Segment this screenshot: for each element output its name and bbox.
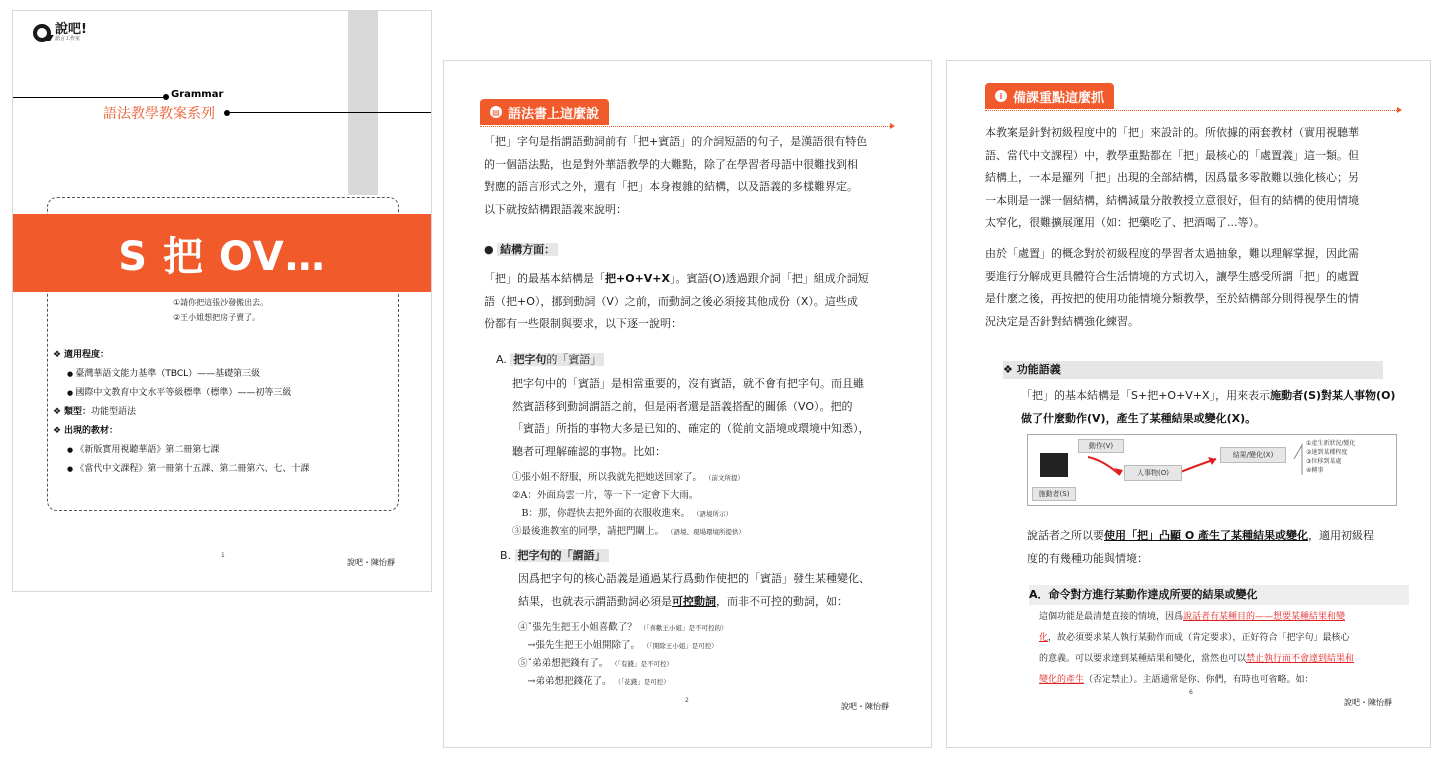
arrow-action: [1088, 457, 1120, 475]
example-line: B：那，你趕快去把外面的衣服收進來。 （語境所示）: [512, 508, 733, 519]
text-line: 的一個語法點，也是對外華語教學的大難點，除了在學習者母語中很難找到相: [484, 157, 858, 171]
decorative-line: [13, 97, 163, 98]
subsection-label: B.: [500, 549, 512, 562]
agent-box: 施動者(S): [1032, 487, 1076, 501]
arrow-right-icon: [1397, 107, 1402, 113]
example-line: ⑤ˇ弟弟想把錢有了。 （「有錢」是不可控）: [518, 658, 674, 669]
text-line: 由於「處置」的概念對於初級程度的學習者太過抽象，難以理解掌握，因此需: [985, 247, 1359, 260]
text-line: 語（把+O），挪到動詞（V）之前，而動詞之後必須接其他成份（X）。這些成: [484, 294, 858, 308]
lesson-info: [53, 346, 309, 479]
heading-rest: 的「謂語」: [550, 549, 606, 562]
info-icon: i: [995, 90, 1007, 102]
textbook-item: ● 《當代中文課程》第一冊第十五課、第二冊第六、七、十課: [53, 460, 309, 479]
type-value: 功能型語法: [90, 407, 136, 417]
logo-sub-text: 語言工作室: [55, 36, 81, 42]
text-line: 因爲把字句的核心語義是通過某行爲動作使把的「賓語」發生某種變化、: [518, 572, 870, 585]
red-text: 做了什麼動作(V)，產生了某種結果或變化(X)。: [1021, 411, 1257, 425]
intro-paragraph: [484, 131, 904, 221]
intro-paragraph-1: [985, 122, 1415, 235]
text-line: 聽者可理解確認的事物。比如：: [512, 444, 666, 458]
text-line: 太窄化，很難擴展運用（如：把藥吃了、把酒喝了...等）。: [985, 216, 1265, 229]
example-line: →弟弟想把錢花了。 （「花錢」是可控）: [518, 676, 670, 687]
section-header: [480, 99, 609, 125]
type-label: 類型：: [63, 407, 91, 417]
text-line: 份都有一些限制與要求，以下逐一說明：: [484, 317, 682, 330]
text-line: 把字句中的「賓語」是相當重要的，沒有賓語，就不會有把字句。而且雖: [512, 377, 864, 390]
structure-heading: ● 結構方面：: [484, 239, 558, 262]
object-box: 人事物(O): [1124, 465, 1182, 481]
speaker-paragraph: 說話者之所以要使用「把」凸顯 O 產生了某種結果或變化，適用初級程 度的有幾種功能與情境：: [1027, 525, 1417, 570]
page-number: 1: [221, 552, 225, 559]
example-line: ②王小姐想把房子賣了。: [173, 313, 261, 322]
subsection-a-heading: [1029, 585, 1409, 605]
structure-heading-text: 結構方面：: [497, 243, 558, 256]
arm-icon: [1040, 453, 1068, 477]
series-title: 語法教學教案系列: [103, 106, 215, 122]
decorative-gray-bar: [348, 11, 378, 195]
book-icon: ▤: [490, 106, 502, 118]
textbook-item: ● 《新版實用視聽華語》第二冊第七課: [53, 441, 309, 460]
page-author: 說吧・陳怡靜: [347, 558, 395, 567]
subsection-a-paragraph: [512, 373, 912, 463]
decorative-dot: [163, 94, 169, 100]
result-box: 結果/變化(X): [1220, 447, 1286, 463]
list-item: ④轉事: [1306, 467, 1324, 474]
page-author: 說吧・陳怡靜: [1344, 698, 1392, 707]
section-underline: [985, 110, 1399, 111]
subsection-a-paragraph: 這個功能是最清楚直接的情境，因爲說話者有某種目的——想要某種結果和變 化，故必須要求某人執行某動作而成（肯定要求），正好符合「把字句」最核心 的意義。可以要求達到某種結果和變化，當然也可以禁止執行而不會達到結果和 變化的產生（否定禁止）。主語通常是你、你們，有時也可省略。如：: [1039, 612, 1355, 685]
intro-paragraph-2: [985, 243, 1415, 333]
list-item: ③位移到某處: [1306, 458, 1342, 465]
heading-bold: 把字句: [513, 353, 547, 366]
example-line: ②A：外面烏雲一片，等一下一定會下大雨。: [512, 490, 699, 501]
section-header: [985, 83, 1114, 109]
text-line: 語、當代中文課程）中，教學重點都在「把」最核心的「處置義」這一類。但: [985, 148, 1359, 162]
list-item: ②達到某種程度: [1306, 449, 1348, 456]
decorative-dot: [224, 110, 230, 116]
document-page-cover: [12, 10, 432, 592]
example-line: →張先生把王小姐開除了。 （「開除王小姐」是可控）: [518, 640, 718, 651]
level-item: ● 國際中文教育中文水平等級標準（標準）——初等三級: [53, 384, 309, 403]
grammar-pattern-title: S 把 OV…: [118, 233, 326, 280]
text-line: 況決定是否針對結構強化練習。: [985, 314, 1139, 328]
heading-bold: 把字句: [517, 549, 551, 562]
section-underline: [480, 126, 892, 127]
text-line: 對應的語言形式之外，還有「把」本身複雜的結構，以及語義的多樣難界定。: [484, 180, 858, 193]
structure-diagram: [1027, 434, 1397, 506]
red-underlined-text: 化: [1039, 633, 1049, 643]
level-item: ● 臺灣華語文能力基準（TBCL）——基礎第三級: [53, 365, 309, 384]
example-line: ④ˇ張先生把王小姐喜歡了？ （「喜歡王小姐」是不可控的）: [518, 622, 728, 633]
red-underlined-text: 說話者有某種目的——想要某種結果和變: [1183, 612, 1346, 622]
section-title: 語法書上這麼說: [508, 106, 600, 122]
text-line: 是什麼之後，再按把的使用功能情境分類教學，至於結構部分則得視學生的情: [985, 292, 1359, 305]
example-line: ①張小姐不舒服，所以我就先把她送回家了。 （前文所提）: [512, 472, 745, 483]
page-number: 2: [685, 697, 689, 704]
function-paragraph: [1021, 385, 1421, 430]
formula: 把+O+V+X: [605, 272, 670, 285]
structure-paragraph: [484, 268, 904, 336]
text-line: 一本則是一課一個結構，結構減量分散教授立意很好，但有的結構的使用情境: [985, 193, 1359, 207]
text-span: 」。賓語(O)透過跟介詞「把」組成介詞短: [670, 272, 869, 285]
logo: [33, 23, 87, 42]
grammar-label: Grammar: [171, 89, 224, 100]
page-number: 6: [1189, 689, 1193, 696]
function-heading-text: 功能語義: [1016, 363, 1061, 376]
list-item: ①產生新狀況/變化: [1306, 440, 1356, 447]
text-span: 「把」的最基本結構是「: [484, 272, 605, 285]
subsection-b-paragraph: [518, 568, 918, 613]
cover-examples: [173, 295, 268, 325]
text-line: 然賓語移到動詞謂語之前，但是兩者還是語義搭配的關係（VO）。把的: [512, 399, 853, 413]
level-label: 適用程度：: [63, 350, 109, 360]
subsection-label: A.: [496, 353, 507, 366]
heading-rest: 的「賓語」: [546, 353, 602, 366]
text-span: 「把」的基本結構是「S+把+O+V+X」，用來表示: [1021, 389, 1271, 402]
red-underlined-text: 變化的產生: [1039, 675, 1085, 685]
heading-text: A．命令對方進行某動作達成所要的結果或變化: [1029, 588, 1258, 601]
arrow-right-icon: [890, 123, 895, 129]
decorative-line: [230, 112, 432, 113]
document-page-grammar: [443, 60, 932, 748]
document-page-lesson-focus: [946, 60, 1431, 748]
text-line: 結果，也就表示謂語動詞必須是可控動詞，而非不可控的動詞，如：: [518, 594, 848, 608]
subsection-a-heading: [496, 349, 604, 372]
text-line: 以下就按結構跟語義來說明：: [484, 202, 627, 216]
action-box: 動作(V): [1078, 439, 1124, 453]
red-underlined-text: 禁止執行而不會達到結果和: [1246, 654, 1355, 664]
example-line: ①請你把這張沙發搬出去。: [173, 298, 269, 307]
logo-main-text: 說吧!: [55, 22, 87, 37]
text-line: 「賓語」所指的事物大多是已知的、確定的（從前文語境或環境中知悉），: [512, 422, 870, 435]
red-text: 施動者(S)對某人事物(O): [1270, 389, 1396, 402]
text-line: 度的有幾種功能與情境：: [1027, 551, 1148, 565]
subsection-a-examples: [512, 469, 745, 541]
underlined-text: 使用「把」凸顯 O 產生了某種結果或變化: [1104, 529, 1309, 542]
subsection-b-examples: [518, 619, 728, 691]
text-line: 本教案是針對初級程度中的「把」來設計的。所依據的兩套教材（實用視聽華: [985, 126, 1359, 139]
subsection-b-heading: [500, 545, 609, 568]
text-line: 「把」字句是指謂語動詞前有「把+賓語」的介詞短語的句子，是漢語很有特色: [484, 135, 868, 148]
text-line: 結構上，一本是羅列「把」出現的全部結構，因爲量多零散難以強化核心；另: [985, 171, 1359, 184]
text-line: 要進行分解成更具體符合生活情境的方式切入，讓學生感受所謂「把」的處置: [985, 269, 1359, 283]
result-types-list: [1306, 439, 1355, 475]
logo-q-icon: [33, 24, 51, 42]
title-banner: [13, 214, 431, 292]
section-title: 備課重點這麼抓: [1013, 90, 1105, 106]
highlight-term: 可控動詞: [672, 594, 716, 608]
function-heading: ❖ 功能語義: [1003, 361, 1383, 379]
textbook-label: 出現的教材：: [63, 426, 118, 436]
example-line: ③最後進教室的同學，請把門關上。 （語境、現場環境所提供）: [512, 526, 746, 537]
page-author: 說吧・陳怡靜: [841, 702, 889, 711]
